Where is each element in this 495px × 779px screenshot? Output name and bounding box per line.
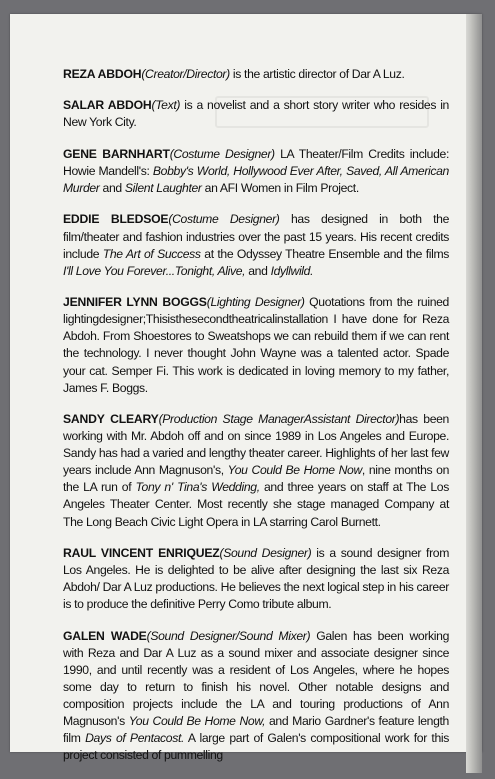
bio-name: REZA ABDOH: [63, 67, 142, 81]
bio-galen-wade: [63, 628, 449, 765]
bio-text: and Mario Gardner's feature length film: [63, 714, 449, 746]
bio-jennifer-lynn-boggs: [63, 294, 449, 397]
program-page: [10, 14, 482, 763]
bio-text: and: [245, 263, 271, 278]
bio-name: GALEN WADE: [63, 628, 147, 643]
bio-text: Quotations from the ruined lightingdesigner;Thisisthesecondtheatricalinstallation I have done for Reza Abdoh. From Shoestores to Sweatshops we can rebuild them if we can rent the technology. I never thought John Wayne was a talented actor. Spade your cat. Semper Fi. This work is dedicated in loving memory to my father, James F. Boggs.: [63, 295, 449, 395]
bios-column: [63, 66, 449, 779]
bio-role: (Costume Designer): [168, 212, 280, 227]
bio-name: SALAR ABDOH: [63, 98, 152, 113]
bio-reza-abdoh: [63, 66, 449, 83]
bio-text: at the Odyssey Theatre Ensemble and the films: [200, 246, 449, 261]
bio-name: SANDY CLEARY: [63, 411, 159, 426]
bio-role: (Sound Designer/Sound Mixer): [146, 628, 311, 643]
bio-text: is a sound designer from Los Angeles. He is delighted to be alive after designing the last six Reza Abdoh/ Dar A Luz productions. He believes the next logical step in his career is to produce the definitive Perry Como tribute album.: [63, 545, 450, 612]
bio-text: LA Theater/Film Credits include: Howie Mandell's:: [63, 146, 449, 178]
bio-role: (Costume Designer): [169, 146, 275, 161]
bio-role: (Production Stage ManagerAssistant Director): [158, 411, 400, 426]
bio-title: The Art of Success: [102, 246, 201, 261]
bio-text: is the artistic director of Dar A Luz.: [229, 67, 405, 81]
bio-text: an AFI Women in Film Project.: [201, 181, 359, 196]
bio-role: (Lighting Designer): [206, 295, 305, 310]
bio-title: You Could Be Home Now: [227, 463, 362, 478]
bio-title: Days of Pentacost.: [85, 731, 185, 746]
bio-text: and: [99, 181, 125, 196]
bio-role: (Sound Designer): [219, 545, 312, 560]
page-edge: [466, 14, 482, 773]
bio-sandy-cleary: [63, 411, 449, 531]
bio-text: , nine months on the LA run of: [63, 463, 450, 495]
bio-raul-vincent-enriquez: [63, 545, 449, 613]
bio-role: (Creator/Director): [141, 67, 230, 81]
bio-text: is a novelist and a short story writer who resides in New York City.: [63, 98, 449, 130]
bio-title: Tony n' Tina's Wedding,: [135, 480, 260, 495]
bio-eddie-bledsoe: [63, 211, 449, 279]
bio-name: RAUL VINCENT ENRIQUEZ: [63, 545, 220, 560]
bio-name: JENNIFER LYNN BOGGS: [63, 295, 207, 310]
bio-title: Silent Laughter: [124, 181, 202, 196]
bio-text: has been working with Mr. Abdoh off and on since 1989 in Los Angeles and Europe. Sandy has had a varied and lengthy theater career. Highlights of her last few years include Ann Magnuson's,: [63, 411, 449, 478]
bio-title: Idyllwild.: [270, 263, 314, 278]
bio-text: and three years on staff at The Los Angeles Theater Center. Most recently she stage managed Company at The Long Beach Civic Light Opera in LA starring Carol Burnett.: [63, 480, 449, 529]
bio-title: You Could Be Home Now,: [128, 714, 266, 729]
bio-gene-barnhart: [63, 146, 449, 197]
bio-text: Galen has been working with Reza and Dar A Luz as a sound mixer and associate designer since 1990, and until recently was a resident of Los Angeles, where he hopes some day to return to finish his novel. Other notable designs and composition projects include the LA and touring productions of Ann Magnuson's: [63, 628, 449, 729]
bio-salar-abdoh: [63, 97, 449, 131]
bio-role: (Text): [151, 98, 181, 113]
bio-name: EDDIE BLEDSOE: [63, 212, 169, 227]
bio-title: I'll Love You Forever...Tonight, Alive,: [63, 263, 246, 278]
bio-name: GENE BARNHART: [63, 146, 170, 161]
bio-text: has designed in both the film/theater and fashion industries over the past 15 years. His recent credits include: [63, 212, 449, 261]
bio-title: Bobby's World, Hollywood Ever After, Saved, All American Murder: [63, 163, 449, 196]
bio-text: A large part of Galen's compositional work for this project consisted of pummelling: [63, 731, 450, 763]
